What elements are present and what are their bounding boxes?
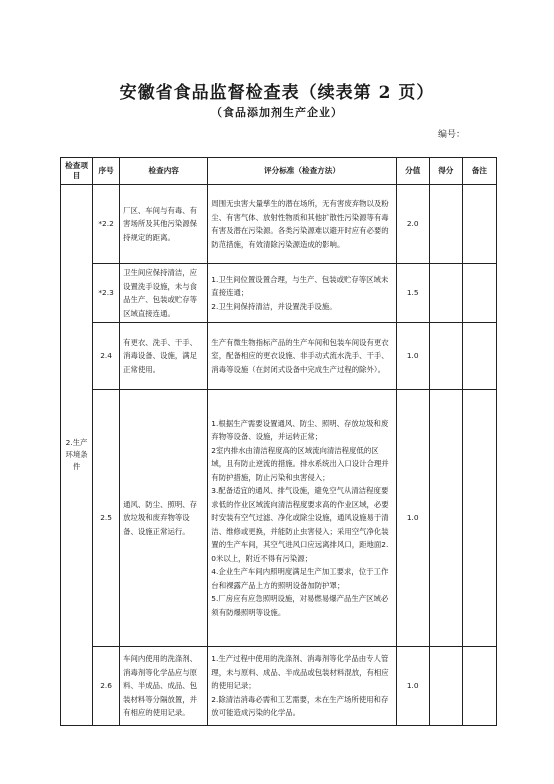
table-row — [61, 185, 497, 264]
table-header-row — [61, 158, 497, 185]
row-content: 车间内使用的洗涤剂、消毒剂等化学品应与原料、半成品、成品、包装材料等分隔放置，并有相应的使用记录。 — [120, 647, 208, 726]
row-no: 2.4 — [93, 323, 120, 390]
row-content: 有更衣、洗手、干手、消毒设备、设施，满足正常使用。 — [120, 323, 208, 390]
header-no: 序号 — [93, 158, 120, 185]
row-score: 1.5 — [396, 264, 429, 323]
header-content: 检查内容 — [120, 158, 208, 185]
row-remark-field[interactable] — [462, 323, 496, 390]
row-no: 2.6 — [93, 647, 120, 726]
row-no: *2.2 — [93, 185, 120, 264]
page-title: 安徽省食品监督检查表（续表第 2 页） — [119, 83, 435, 103]
table-row — [61, 390, 497, 647]
row-content: 厂区、车间与有毒、有害场所及其他污染源保持规定的距离。 — [120, 185, 208, 264]
category-label: 2.生产环境条件 — [65, 437, 88, 471]
table-row — [61, 323, 497, 390]
row-score: 2.0 — [396, 185, 429, 264]
row-no: 2.5 — [93, 390, 120, 647]
inspection-table — [60, 157, 497, 726]
row-criteria: 周围无虫害大量孳生的潜在场所，无有害废弃物以及粉尘、有害气体、放射性物质和其他扩散性污染源等有毒有害及潜在污染源。各类污染源难以避开时应有必要的防范措施，有效清除污染源造成的影响。 — [208, 185, 396, 264]
row-remark-field[interactable] — [462, 390, 496, 647]
row-score: 1.0 — [396, 323, 429, 390]
row-criteria: 1.卫生间位置设置合理，与生产、包装或贮存等区域未直接连通； 2.卫生间保持清洁，并设置洗手设施。 — [208, 264, 396, 323]
row-no: *2.3 — [93, 264, 120, 323]
row-obtained-field[interactable] — [429, 323, 462, 390]
row-obtained-field[interactable] — [429, 390, 462, 647]
category-cell — [61, 185, 93, 726]
row-content: 通风、防尘、照明、存放垃圾和废弃物等设备、设施正常运行。 — [120, 390, 208, 647]
header-criteria: 评分标准（检查方法） — [208, 158, 396, 185]
row-criteria: 1.生产过程中使用的洗涤剂、消毒剂等化学品由专人管理，未与原料、成品、半成品或包装材料混放，有相应的使用记录； 2.除清洁消毒必需和工艺需要，未在生产场所使用和存放可能造成污染的化学品。 — [208, 647, 396, 726]
code-label: 编号： — [438, 130, 466, 140]
row-remark-field[interactable] — [462, 264, 496, 323]
row-remark-field[interactable] — [462, 647, 496, 726]
row-remark-field[interactable] — [462, 185, 496, 264]
table-row — [61, 647, 497, 726]
row-criteria: 1.根据生产需要设置通风、防尘、照明、存放垃圾和废弃物等设备、设施，并运转正常； 2室内排水由清洁程度高的区域流向清洁程度低的区域，且有防止逆流的措施。排水系统出入口设计合理并有防护措施，防止污染和虫害侵入； 3.配备适宜的通风、排气设施，避免空气从清洁程度要求低的作业区域流向清洁程度要求高的作业区域，必要时安装有空气过滤、净化或除尘设施，通风设施易于清洁、维修或更换，并能防止虫害侵入；采用空气净化装置的生产车间，其空气进风口应远离排风口，距地面2.0米以上，附近不得有污染源； 4.企业生产车间内照明度满足生产加工要求，位于工作台和裸露产品上方的照明设备加防护罩； 5.厂房应有应急照明设施，对易燃易爆产品生产区域必须有防爆照明等设施。 — [208, 390, 396, 647]
row-obtained-field[interactable] — [429, 185, 462, 264]
row-content: 卫生间应保持清洁，应设置洗手设施，未与食品生产、包装或贮存等区域直接连通。 — [120, 264, 208, 323]
table-row — [61, 264, 497, 323]
row-score: 1.0 — [396, 390, 429, 647]
row-criteria: 生产有微生物指标产品的生产车间和包装车间设有更衣室，配备相应的更衣设施、非手动式流水洗手、干手、消毒等设施（在封闭式设备中完成生产过程的除外）。 — [208, 323, 396, 390]
row-obtained-field[interactable] — [429, 647, 462, 726]
header-obtained: 得分 — [429, 158, 462, 185]
header-remark: 备注 — [462, 158, 496, 185]
page-subtitle: （食品添加剂生产企业） — [211, 106, 343, 119]
row-obtained-field[interactable] — [429, 264, 462, 323]
row-score: 1.0 — [396, 647, 429, 726]
header-score: 分值 — [396, 158, 429, 185]
header-category: 检查项目 — [61, 158, 93, 185]
